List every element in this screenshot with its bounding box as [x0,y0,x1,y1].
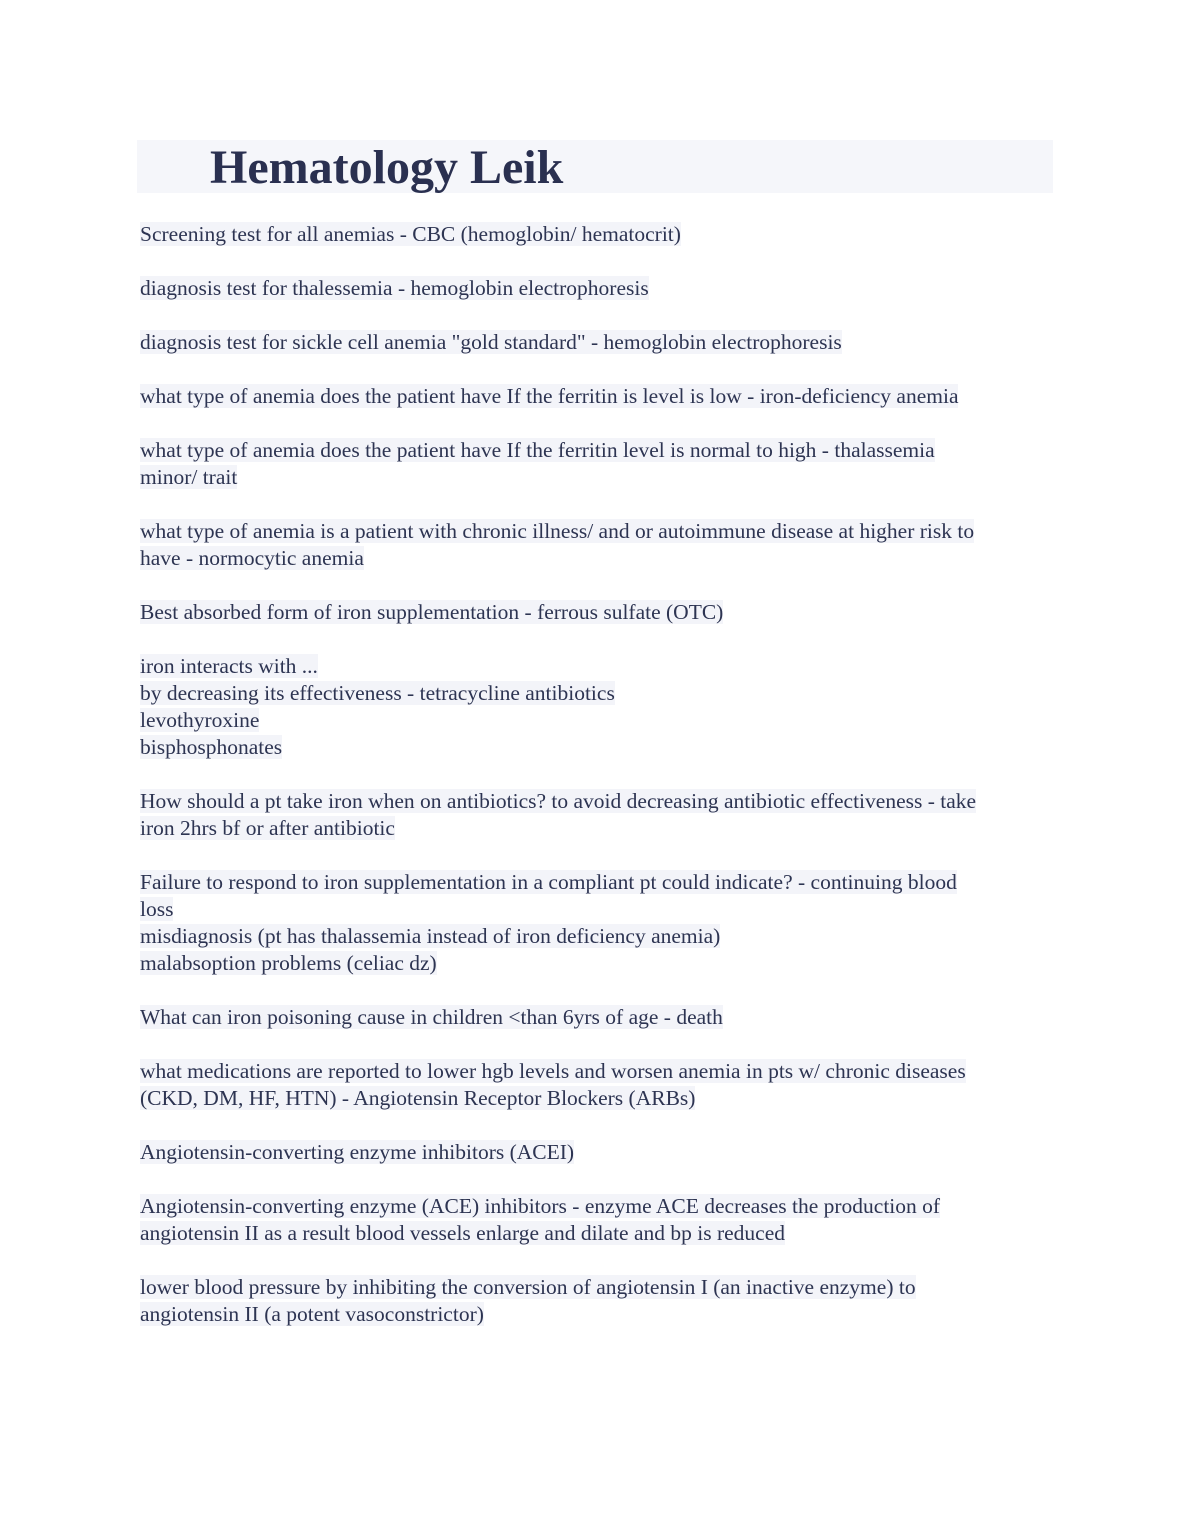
entry-line-text: malabsoption problems (celiac dz) [140,951,437,975]
flashcard-entry [140,437,1055,491]
entry-line [140,518,1055,545]
flashcard-entry [140,329,1055,356]
entry-line [140,545,1055,572]
entry-line [140,1004,1055,1031]
entry-line-text: Screening test for all anemias - CBC (hemoglobin/ hematocrit) [140,222,681,246]
entry-line-text: Angiotensin-converting enzyme (ACE) inhibitors - enzyme ACE decreases the production of [140,1194,941,1218]
entry-line-text: what type of anemia does the patient have If the ferritin is level is low - iron-deficiency anemia [140,384,959,408]
entry-line-text: minor/ trait [140,465,238,489]
entry-line-text: angiotensin II as a result blood vessels enlarge and dilate and bp is reduced [140,1221,786,1245]
entry-line [140,1274,1055,1301]
entry-line [140,599,1055,626]
entry-line-text: bisphosphonates [140,735,283,759]
entry-line [140,437,1055,464]
entry-line-text: Angiotensin-converting enzyme inhibitors (ACEI) [140,1140,575,1164]
entry-line-text: What can iron poisoning cause in children <than 6yrs of age - death [140,1005,723,1029]
entry-line-text: Failure to respond to iron supplementation in a compliant pt could indicate? - continuing blood [140,870,957,894]
entry-line-text: loss [140,897,174,921]
entry-line [140,896,1055,923]
flashcard-entry [140,275,1055,302]
entry-line-text: have - normocytic anemia [140,546,364,570]
entry-line [140,1193,1055,1220]
flashcard-list [140,221,1055,1355]
entry-line [140,923,1055,950]
entry-line [140,221,1055,248]
entry-line [140,1139,1055,1166]
flashcard-entry [140,1193,1055,1247]
entry-line-text: what type of anemia is a patient with chronic illness/ and or autoimmune disease at higher risk to [140,519,975,543]
entry-line-text: How should a pt take iron when on antibiotics? to avoid decreasing antibiotic effectiveness - take [140,789,977,813]
entry-line [140,815,1055,842]
entry-line [140,383,1055,410]
flashcard-entry [140,221,1055,248]
flashcard-entry [140,599,1055,626]
flashcard-entry [140,518,1055,572]
entry-line-text: lower blood pressure by inhibiting the conversion of angiotensin I (an inactive enzyme) to [140,1275,916,1299]
entry-line [140,653,1055,680]
entry-line [140,1058,1055,1085]
entry-line-text: what medications are reported to lower hgb levels and worsen anemia in pts w/ chronic diseases [140,1059,966,1083]
entry-line [140,869,1055,896]
flashcard-entry [140,1058,1055,1112]
entry-line-text: (CKD, DM, HF, HTN) - Angiotensin Receptor Blockers (ARBs) [140,1086,696,1110]
entry-line [140,275,1055,302]
page-title: Hematology Leik [210,141,564,194]
entry-line [140,734,1055,761]
entry-line [140,329,1055,356]
entry-line-text: what type of anemia does the patient have If the ferritin level is normal to high - thalassemia [140,438,935,462]
entry-line-text: iron interacts with ... [140,654,318,678]
entry-line-text: levothyroxine [140,708,260,732]
entry-line [140,1220,1055,1247]
entry-line-text: misdiagnosis (pt has thalassemia instead of iron deficiency anemia) [140,924,721,948]
flashcard-entry [140,788,1055,842]
flashcard-entry [140,1274,1055,1328]
flashcard-entry [140,869,1055,977]
flashcard-entry [140,1004,1055,1031]
entry-line [140,464,1055,491]
entry-line [140,1301,1055,1328]
flashcard-entry [140,1139,1055,1166]
entry-line-text: diagnosis test for sickle cell anemia "gold standard" - hemoglobin electrophoresis [140,330,842,354]
entry-line [140,707,1055,734]
flashcard-entry [140,653,1055,761]
entry-line-text: angiotensin II (a potent vasoconstrictor) [140,1302,484,1326]
entry-line [140,950,1055,977]
entry-line [140,680,1055,707]
entry-line-text: iron 2hrs bf or after antibiotic [140,816,395,840]
flashcard-entry [140,383,1055,410]
entry-line [140,788,1055,815]
entry-line-text: diagnosis test for thalessemia - hemoglobin electrophoresis [140,276,649,300]
entry-line-text: by decreasing its effectiveness - tetracycline antibiotics [140,681,615,705]
entry-line [140,1085,1055,1112]
entry-line-text: Best absorbed form of iron supplementation - ferrous sulfate (OTC) [140,600,724,624]
